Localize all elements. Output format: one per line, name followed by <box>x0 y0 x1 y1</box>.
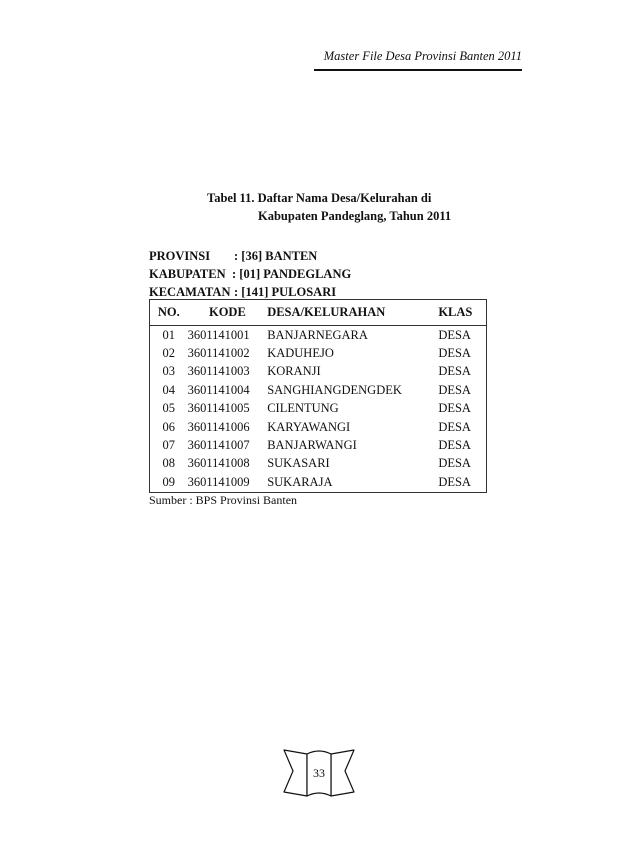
cell-no: 06 <box>162 419 176 434</box>
cell-kode: 3601141005 <box>187 401 250 416</box>
cell-kode: 3601141009 <box>187 474 250 489</box>
cell-klas: DESA <box>438 401 471 416</box>
table-row <box>150 381 487 399</box>
table-row <box>150 363 487 381</box>
cell-desa: KADUHEJO <box>267 346 334 361</box>
header-rule <box>314 69 522 71</box>
cell-klas: DESA <box>438 456 471 471</box>
header-desa: DESA/KELURAHAN <box>267 300 438 326</box>
table-row <box>150 326 487 345</box>
table-header-row <box>150 300 487 326</box>
info-kabupaten <box>149 267 351 282</box>
cell-klas: DESA <box>438 419 471 434</box>
page-number: 33 <box>313 766 325 780</box>
cell-no: 05 <box>162 401 176 416</box>
info-kabupaten-value: : [01] PANDEGLANG <box>232 267 352 281</box>
cell-kode: 3601141002 <box>187 346 250 361</box>
info-kabupaten-key: KABUPATEN <box>149 267 226 281</box>
info-kecamatan <box>149 285 336 300</box>
cell-kode: 3601141003 <box>187 364 250 379</box>
cell-no: 04 <box>162 382 176 397</box>
cell-no: 07 <box>162 438 176 453</box>
table-caption-line-1: Tabel 11. Daftar Nama Desa/Kelurahan di <box>207 191 432 205</box>
info-provinsi-value: : [36] BANTEN <box>234 249 318 263</box>
table-row <box>150 400 487 418</box>
cell-klas: DESA <box>438 382 471 397</box>
table-row <box>150 418 487 436</box>
table-row <box>150 455 487 473</box>
village-table <box>149 299 487 493</box>
cell-desa: SUKARAJA <box>267 474 333 489</box>
cell-kode: 3601141001 <box>187 327 250 342</box>
table-row <box>150 473 487 492</box>
cell-klas: DESA <box>438 364 471 379</box>
table-source-note: Sumber : BPS Provinsi Banten <box>149 493 298 507</box>
cell-no: 01 <box>162 327 176 342</box>
info-provinsi <box>149 249 317 264</box>
cell-no: 02 <box>162 346 176 361</box>
cell-desa: SUKASARI <box>267 456 330 471</box>
cell-kode: 3601141008 <box>187 456 250 471</box>
cell-desa: BANJARNEGARA <box>267 327 368 342</box>
cell-desa: SANGHIANGDENGDEK <box>267 382 402 397</box>
running-header-title: Master File Desa Provinsi Banten 2011 <box>323 49 522 63</box>
cell-kode: 3601141004 <box>187 382 250 397</box>
cell-klas: DESA <box>438 346 471 361</box>
cell-kode: 3601141007 <box>187 438 250 453</box>
cell-klas: DESA <box>438 327 471 342</box>
cell-desa: CILENTUNG <box>267 401 339 416</box>
info-kecamatan-value: : [141] PULOSARI <box>234 285 337 299</box>
cell-no: 08 <box>162 456 176 471</box>
info-provinsi-key: PROVINSI <box>149 249 211 263</box>
cell-no: 03 <box>162 364 176 379</box>
cell-desa: BANJARWANGI <box>267 438 357 453</box>
header-kode: KODE <box>188 300 268 326</box>
cell-kode: 3601141006 <box>187 419 250 434</box>
header-klas: KLAS <box>438 300 486 326</box>
cell-desa: KARYAWANGI <box>267 419 351 434</box>
page-number-badge <box>281 745 357 800</box>
cell-klas: DESA <box>438 438 471 453</box>
cell-desa: KORANJI <box>267 364 321 379</box>
table-row <box>150 344 487 362</box>
header-no: NO. <box>150 300 188 326</box>
cell-no: 09 <box>162 474 176 489</box>
table-row <box>150 436 487 454</box>
table-caption-line-2: Kabupaten Pandeglang, Tahun 2011 <box>258 209 452 223</box>
info-kecamatan-key: KECAMATAN <box>149 285 231 299</box>
cell-klas: DESA <box>438 474 471 489</box>
